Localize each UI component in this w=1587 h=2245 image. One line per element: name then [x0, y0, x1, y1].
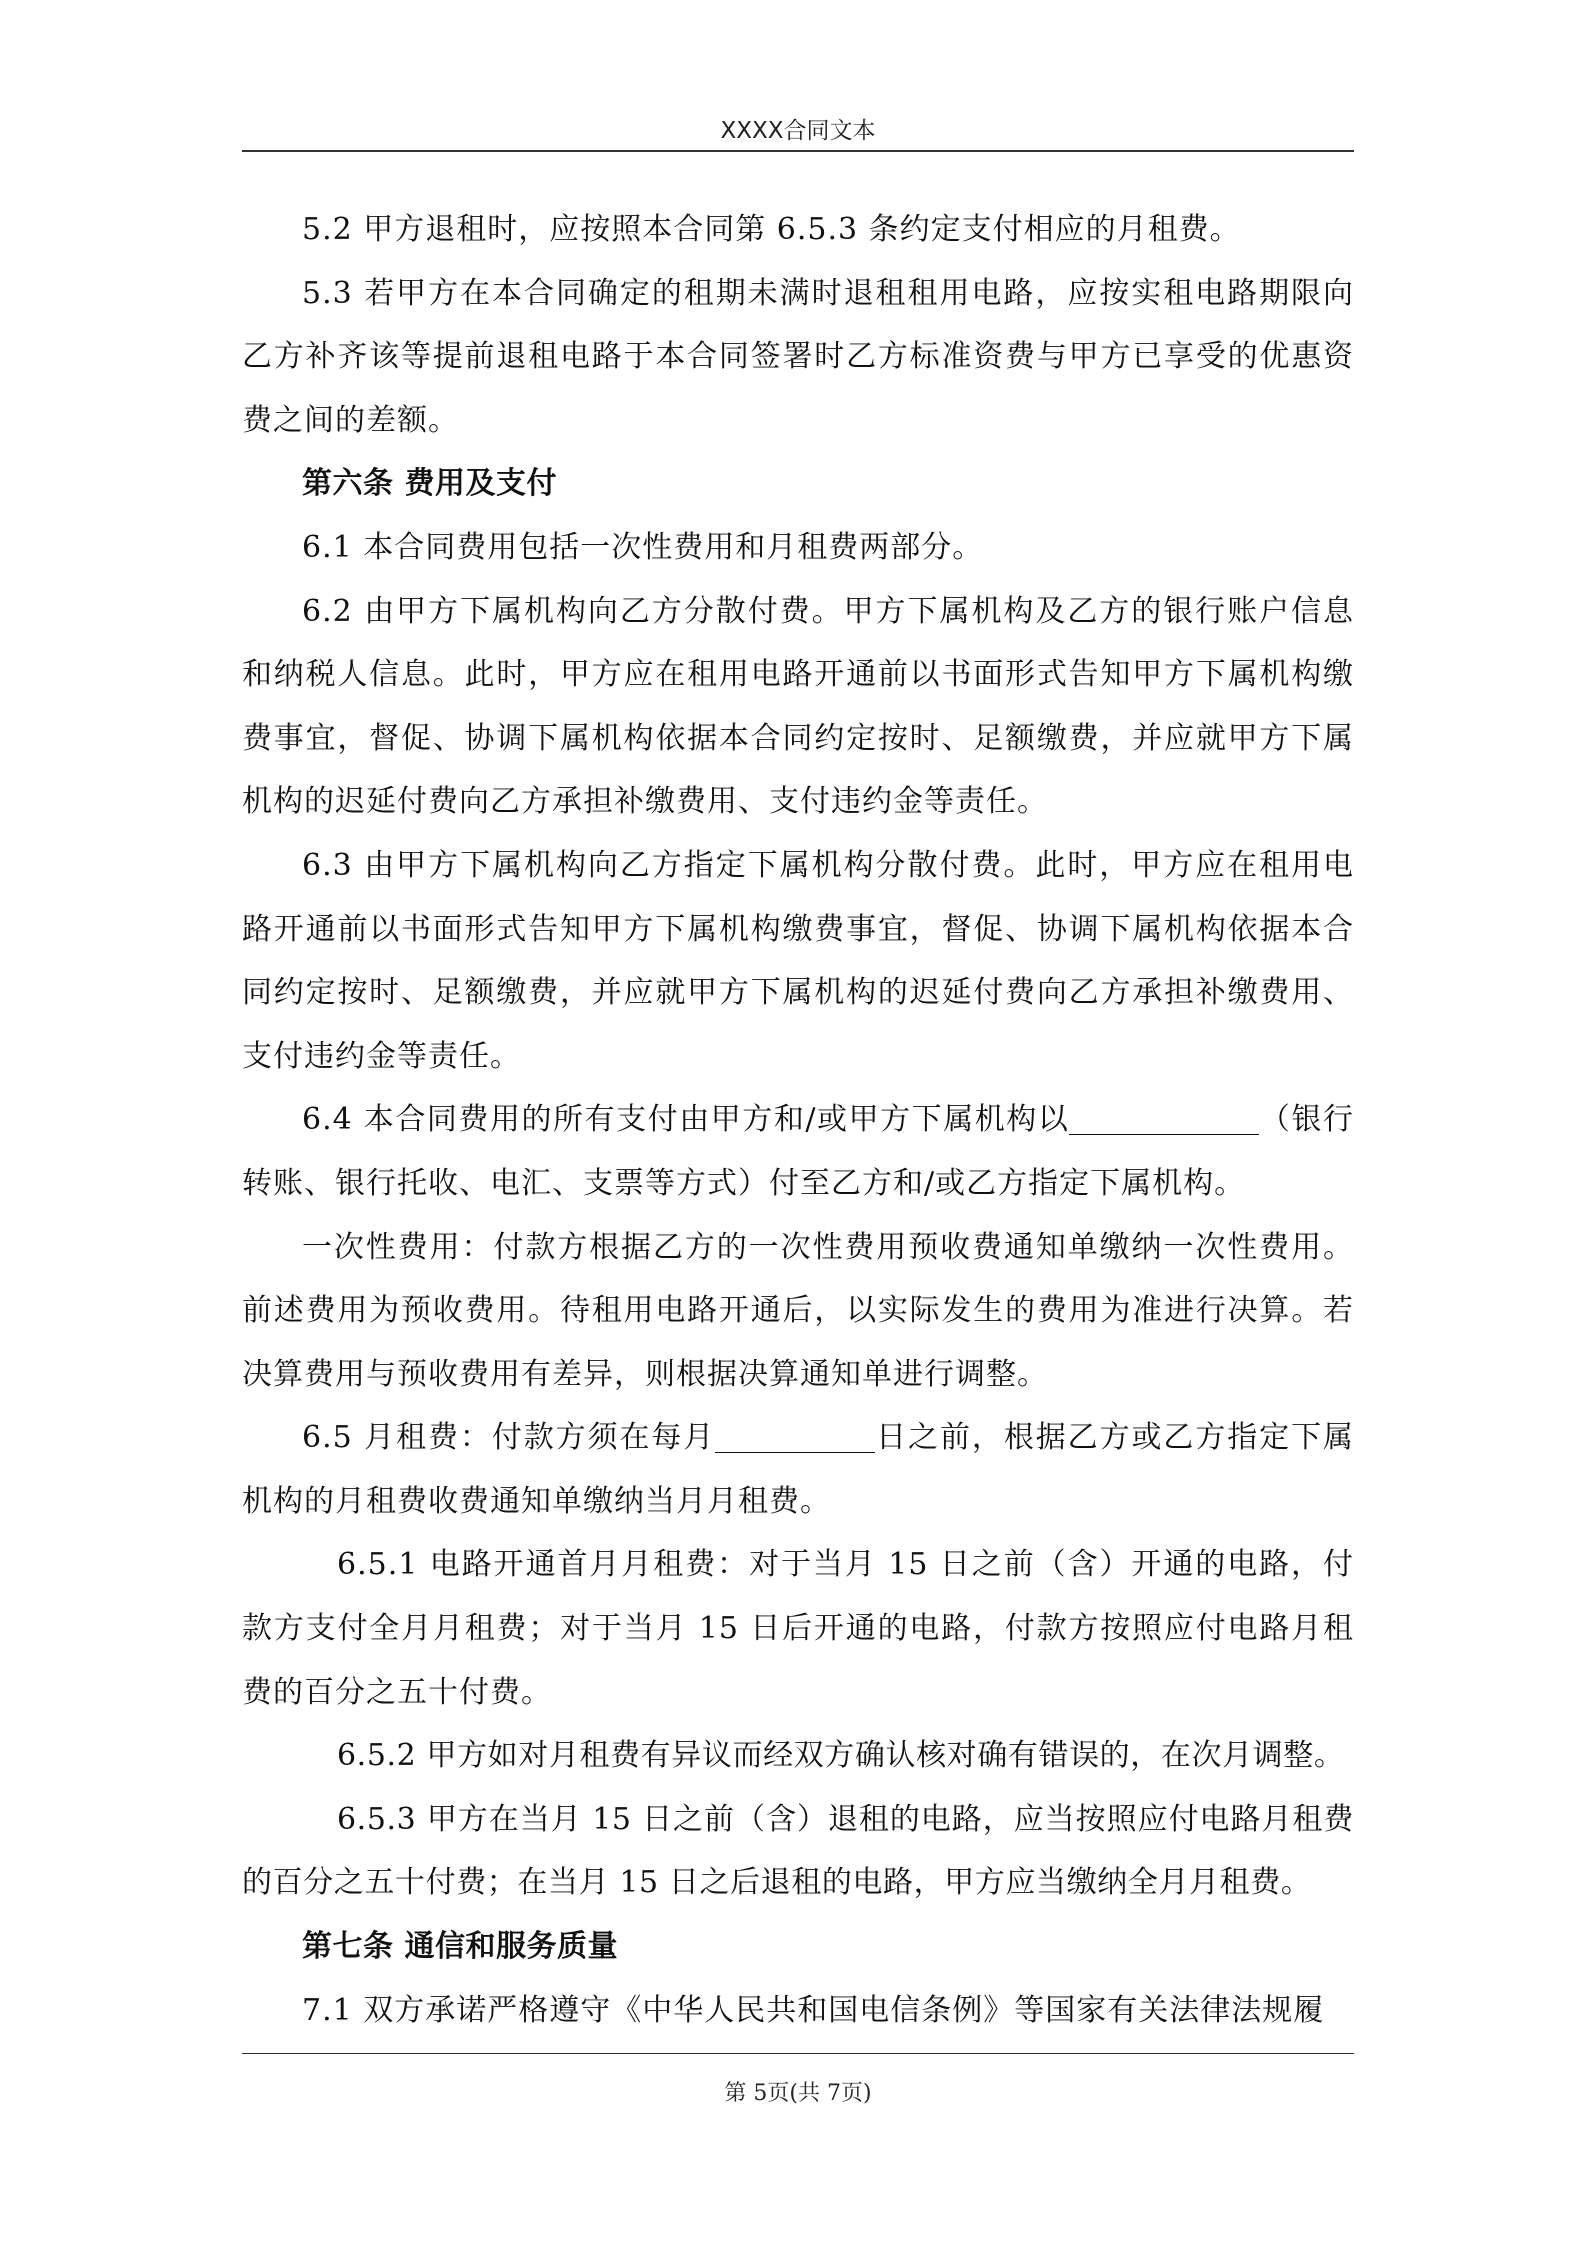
clause-5-2: 5.2 甲方退租时，应按照本合同第 6.5.3 条约定支付相应的月租费。 [302, 212, 1241, 247]
clause-6-4-text-a: 6.4 本合同费用的所有支付由甲方和/或甲方下属机构以 [302, 1102, 1070, 1138]
contract-body [242, 198, 1354, 2042]
clause-6-5-2: 6.5.2 甲方如对月租费有异议而经双方确认核对确有错误的，在次月调整。 [337, 1738, 1345, 1774]
article-6-heading: 第六条 费用及支付 [302, 466, 557, 502]
payment-day-blank[interactable] [715, 1422, 875, 1453]
clause-5-3: 5.3 若甲方在本合同确定的租期未满时退租租用电路，应按实租电路期限向乙方补齐该等提前退租电路于本合同签署时乙方标准资费与甲方已享受的优惠资费之间的差额。 [242, 275, 1354, 438]
clause-6-5-3: 6.5.3 甲方在当月 15 日之前（含）退租的电路，应当按照应付电路月租费的百分之五十付费；在当月 15 日之后退租的电路，甲方应当缴纳全月月租费。 [242, 1801, 1354, 1901]
article-7-heading: 第七条 通信和服务质量 [302, 1929, 618, 1965]
clause-6-2: 6.2 由甲方下属机构向乙方分散付费。甲方下属机构及乙方的银行账户信息和纳税人信息。此时，甲方应在租用电路开通前以书面形式告知甲方下属机构缴费事宜，督促、协调下属机构依据本合同约定按时、足额缴费，并应就甲方下属机构的迟延付费向乙方承担补缴费用、支付违约金等责任。 [242, 593, 1354, 820]
one-time-fee-clause: 一次性费用：付款方根据乙方的一次性费用预收费通知单缴纳一次性费用。前述费用为预收费用。待租用电路开通后，以实际发生的费用为准进行决算。若决算费用与预收费用有差异，则根据决算通知单进行调整。 [242, 1229, 1354, 1392]
clause-6-5 [242, 1406, 1354, 1533]
clause-6-4-text-b: （银行转账、银行托收、电汇、支票等方式）付至乙方和/或乙方指定下属机构。 [242, 1102, 1355, 1201]
payment-method-blank[interactable] [1069, 1104, 1259, 1135]
clause-6-4 [242, 1088, 1354, 1215]
page-number: 第 5页(共 7页) [724, 2081, 872, 2106]
clause-6-3: 6.3 由甲方下属机构向乙方指定下属机构分散付费。此时，甲方应在租用电路开通前以书面形式告知甲方下属机构缴费事宜，督促、协调下属机构依据本合同约定按时、足额缴费，并应就甲方下属机构的迟延付费向乙方承担补缴费用、支付违约金等责任。 [242, 847, 1354, 1074]
clause-6-5-text-b: 日之前，根据乙方或乙方指定下属机构的月租费收费通知单缴纳当月月租费。 [242, 1420, 1354, 1519]
clause-6-5-text-a: 6.5 月租费：付款方须在每月 [302, 1420, 716, 1456]
clause-6-1: 6.1 本合同费用包括一次性费用和月租费两部分。 [302, 529, 984, 565]
clause-7-1: 7.1 双方承诺严格遵守《中华人民共和国电信条例》等国家有关法律法规履 [302, 1992, 1325, 2028]
header-rule [242, 150, 1354, 152]
clause-6-5-1: 6.5.1 电路开通首月月租费：对于当月 15 日之前（含）开通的电路，付款方支付全月月租费；对于当月 15 日后开通的电路，付款方按照应付电路月租费的百分之五十付费。 [242, 1547, 1354, 1710]
page-header-title: XXXX合同文本 [720, 118, 876, 144]
footer-rule [242, 2053, 1354, 2054]
